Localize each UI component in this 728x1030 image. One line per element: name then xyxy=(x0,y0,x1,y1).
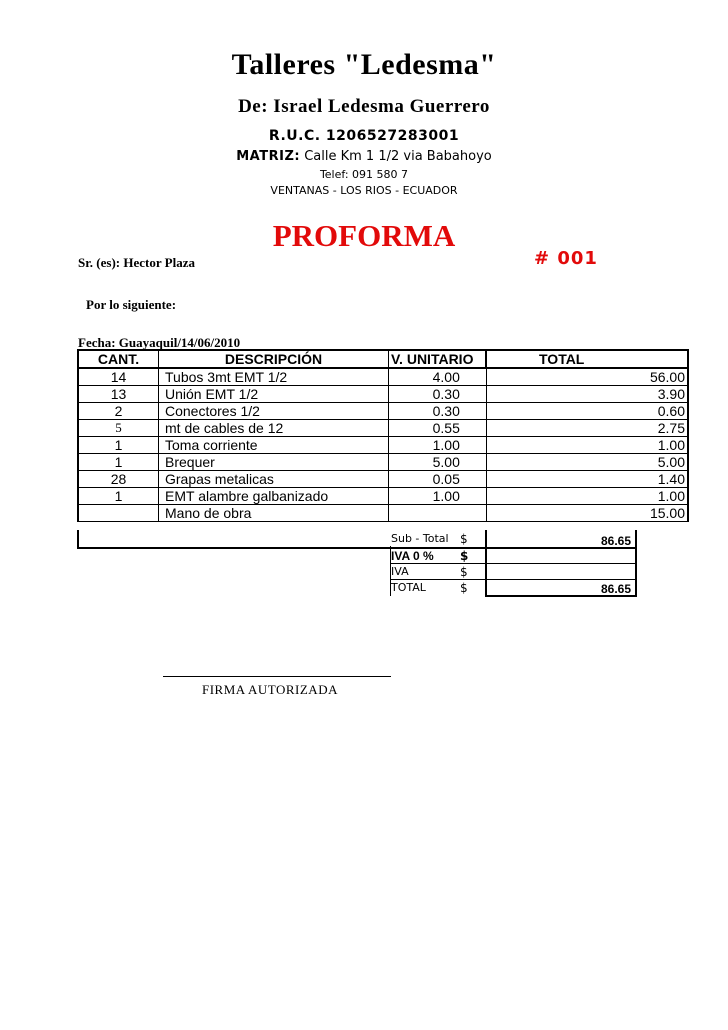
matriz-address xyxy=(0,149,728,164)
row-unit-price: 4.00 xyxy=(389,368,487,386)
row-unit-price: 0.05 xyxy=(389,471,487,488)
table-row xyxy=(78,488,688,505)
table-row xyxy=(78,386,688,403)
totals-line xyxy=(390,579,635,580)
signature-label: FIRMA AUTORIZADA xyxy=(202,682,338,697)
header-description: DESCRIPCIÓN xyxy=(159,350,389,368)
row-description: Toma corriente xyxy=(159,437,389,454)
row-unit-price: 1.00 xyxy=(389,437,487,454)
matriz-text: Calle Km 1 1/2 via Babahoyo xyxy=(304,149,492,164)
row-quantity: 14 xyxy=(78,368,159,386)
document-date: Fecha: Guayaquil/14/06/2010 xyxy=(78,335,241,350)
intro-text: Por lo siguiente: xyxy=(86,297,177,312)
total-currency: $ xyxy=(460,581,468,595)
row-total: 1.40 xyxy=(486,471,688,488)
table-row xyxy=(78,505,688,522)
row-quantity: 13 xyxy=(78,386,159,403)
subtotal-currency: $ xyxy=(460,532,468,546)
document-title: PROFORMA xyxy=(272,218,456,253)
row-description: Grapas metalicas xyxy=(159,471,389,488)
matriz-label: MATRIZ: xyxy=(236,149,301,164)
document-number: # 001 xyxy=(534,248,598,269)
table-row xyxy=(78,437,688,454)
iva-currency: $ xyxy=(460,565,468,579)
subtotal-value: 86.65 xyxy=(600,534,631,548)
row-total: 56.00 xyxy=(486,368,688,386)
row-unit-price: 0.30 xyxy=(389,403,487,420)
header-quantity: CANT. xyxy=(78,350,159,368)
location: VENTANAS - LOS RIOS - ECUADOR xyxy=(270,184,458,197)
owner-name: De: Israel Ledesma Guerrero xyxy=(238,96,490,117)
table-row xyxy=(78,454,688,471)
row-quantity: 1 xyxy=(78,437,159,454)
row-unit-price: 0.55 xyxy=(389,420,487,437)
row-description: mt de cables de 12 xyxy=(159,420,389,437)
row-total: 2.75 xyxy=(486,420,688,437)
row-description: Conectores 1/2 xyxy=(159,403,389,420)
row-unit-price: 0.30 xyxy=(389,386,487,403)
row-total: 1.00 xyxy=(486,488,688,505)
row-unit-price: 1.00 xyxy=(389,488,487,505)
row-total: 3.90 xyxy=(486,386,688,403)
header-total: TOTAL xyxy=(486,350,688,368)
row-total: 0.60 xyxy=(486,403,688,420)
table-row xyxy=(78,403,688,420)
row-description: EMT alambre galbanizado xyxy=(159,488,389,505)
table-row xyxy=(78,368,688,386)
subtotal-label: Sub - Total xyxy=(391,532,449,545)
row-description: Brequer xyxy=(159,454,389,471)
row-quantity: 2 xyxy=(78,403,159,420)
ruc-number: R.U.C. 1206527283001 xyxy=(268,128,460,144)
signature-line xyxy=(163,676,391,677)
company-name: Talleres "Ledesma" xyxy=(231,48,497,81)
phone-number: Telef: 091 580 7 xyxy=(319,168,409,181)
iva0-label: IVA 0 % xyxy=(391,549,434,563)
row-quantity: 5 xyxy=(78,420,159,437)
row-quantity: 28 xyxy=(78,471,159,488)
row-description: Mano de obra xyxy=(159,505,389,522)
header-unit-price: V. UNITARIO xyxy=(389,350,487,368)
iva0-currency: $ xyxy=(460,549,469,563)
table-header-row xyxy=(78,350,688,368)
total-label: TOTAL xyxy=(391,581,426,594)
row-total: 1.00 xyxy=(486,437,688,454)
row-unit-price xyxy=(389,505,487,522)
iva-label: IVA xyxy=(391,565,409,578)
items-table xyxy=(77,349,689,522)
row-quantity: 1 xyxy=(78,454,159,471)
row-total: 5.00 xyxy=(486,454,688,471)
row-quantity: 1 xyxy=(78,488,159,505)
row-description: Tubos 3mt EMT 1/2 xyxy=(159,368,389,386)
table-row xyxy=(78,471,688,488)
row-unit-price: 5.00 xyxy=(389,454,487,471)
row-total: 15.00 xyxy=(486,505,688,522)
row-quantity xyxy=(78,505,159,522)
totals-line xyxy=(390,563,635,564)
total-value: 86.65 xyxy=(600,582,631,596)
table-row xyxy=(78,420,688,437)
row-description: Unión EMT 1/2 xyxy=(159,386,389,403)
client-name: Sr. (es): Hector Plaza xyxy=(78,255,195,270)
